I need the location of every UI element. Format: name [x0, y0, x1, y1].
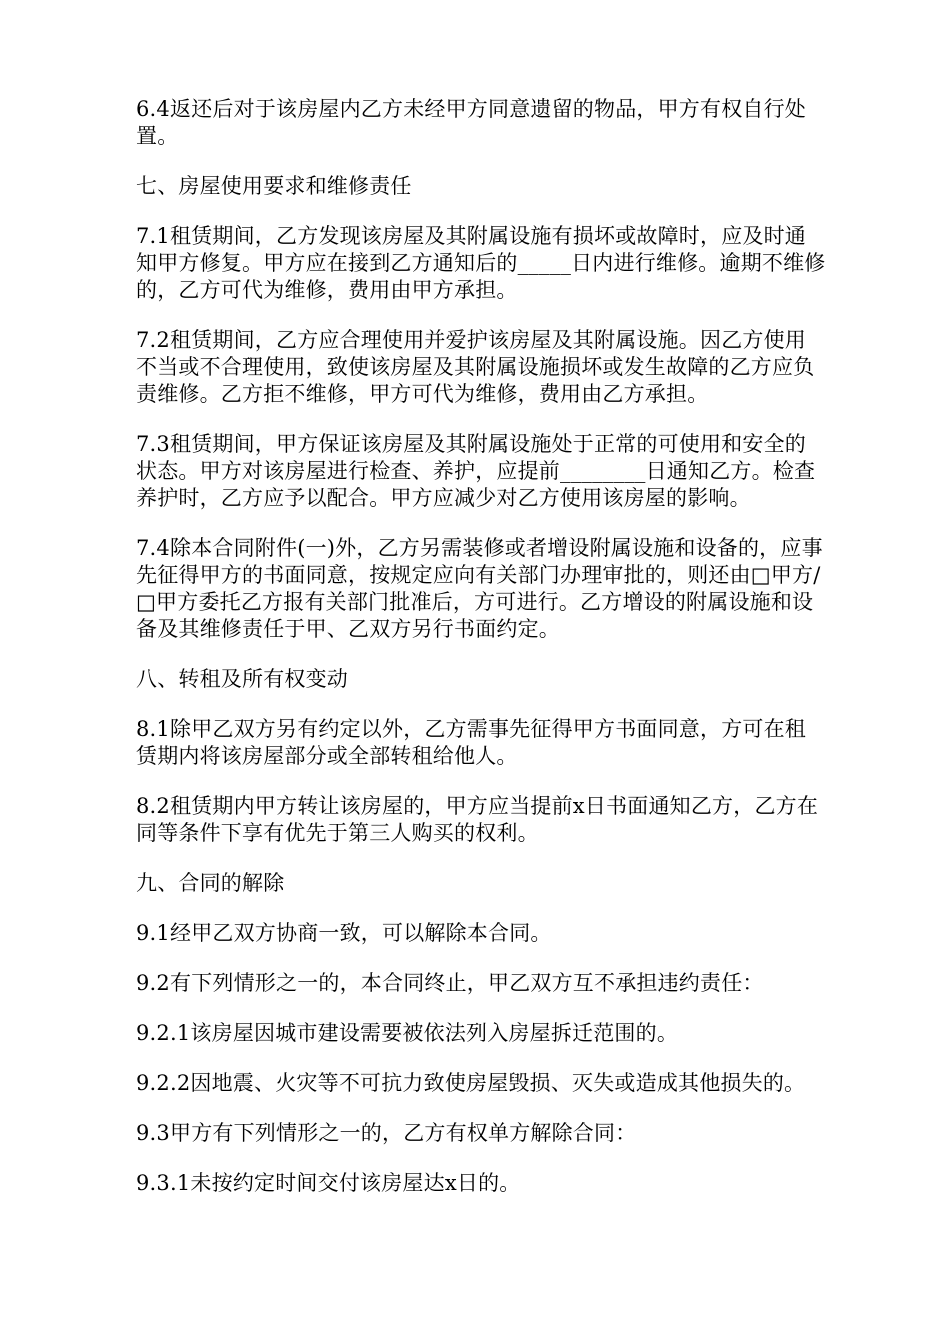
clause-9-2: 9.2有下列情形之一的，本合同终止，甲乙双方互不承担违约责任： [136, 971, 764, 995]
document-page [136, 96, 826, 1220]
clause-7-2: 7.2租赁期间，乙方应合理使用并爱护该房屋及其附属设施。因乙方使用不当或不合理使用，致使该房屋及其附属设施损坏或发生故障的乙方应负责维修。乙方拒不维修，甲方可代为维修，费用由乙方承担。 [136, 328, 815, 406]
clause-9-3-1: 9.3.1未按约定时间交付该房屋达x日的。 [136, 1171, 521, 1195]
clause-9-1: 9.1经甲乙双方协商一致，可以解除本合同。 [136, 921, 552, 945]
section-heading-9: 九、合同的解除 [136, 871, 285, 895]
clause-9-3: 9.3甲方有下列情形之一的，乙方有权单方解除合同： [136, 1121, 637, 1145]
clause-6-4: 6.4返还后对于该房屋内乙方未经甲方同意遗留的物品，甲方有权自行处置。 [136, 97, 806, 148]
clause-7-3: 7.3租赁期间，甲方保证该房屋及其附属设施处于正常的可使用和安全的状态。甲方对该房屋进行检查、养护，应提前________日通知乙方。检查养护时，乙方应予以配合。甲方应减少对乙方使用该房屋的影响。 [136, 432, 816, 510]
clause-9-2-1: 9.2.1该房屋因城市建设需要被依法列入房屋拆迁范围的。 [136, 1021, 679, 1045]
section-heading-8: 八、转租及所有权变动 [136, 667, 348, 691]
clause-8-2: 8.2租赁期内甲方转让该房屋的，甲方应当提前x日书面通知乙方，乙方在同等条件下享有优先于第三人购买的权利。 [136, 794, 819, 845]
clause-9-2-2: 9.2.2因地震、火灾等不可抗力致使房屋毁损、灭失或造成其他损失的。 [136, 1071, 806, 1095]
section-heading-7: 七、房屋使用要求和维修责任 [136, 174, 412, 198]
clause-7-1: 7.1租赁期间，乙方发现该房屋及其附属设施有损坏或故障时，应及时通知甲方修复。甲方应在接到乙方通知后的_____日内进行维修。逾期不维修的，乙方可代为维修，费用由甲方承担。 [136, 224, 826, 302]
clause-7-4: 7.4除本合同附件(一)外，乙方另需装修或者增设附属设施和设备的，应事先征得甲方的书面同意，按规定应向有关部门办理审批的，则还由□甲方/□甲方委托乙方报有关部门批准后，方可进行。乙方增设的附属设施和设备及其维修责任于甲、乙双方另行书面约定。 [136, 536, 823, 641]
clause-8-1: 8.1除甲乙双方另有约定以外，乙方需事先征得甲方书面同意，方可在租赁期内将该房屋部分或全部转租给他人。 [136, 717, 806, 768]
